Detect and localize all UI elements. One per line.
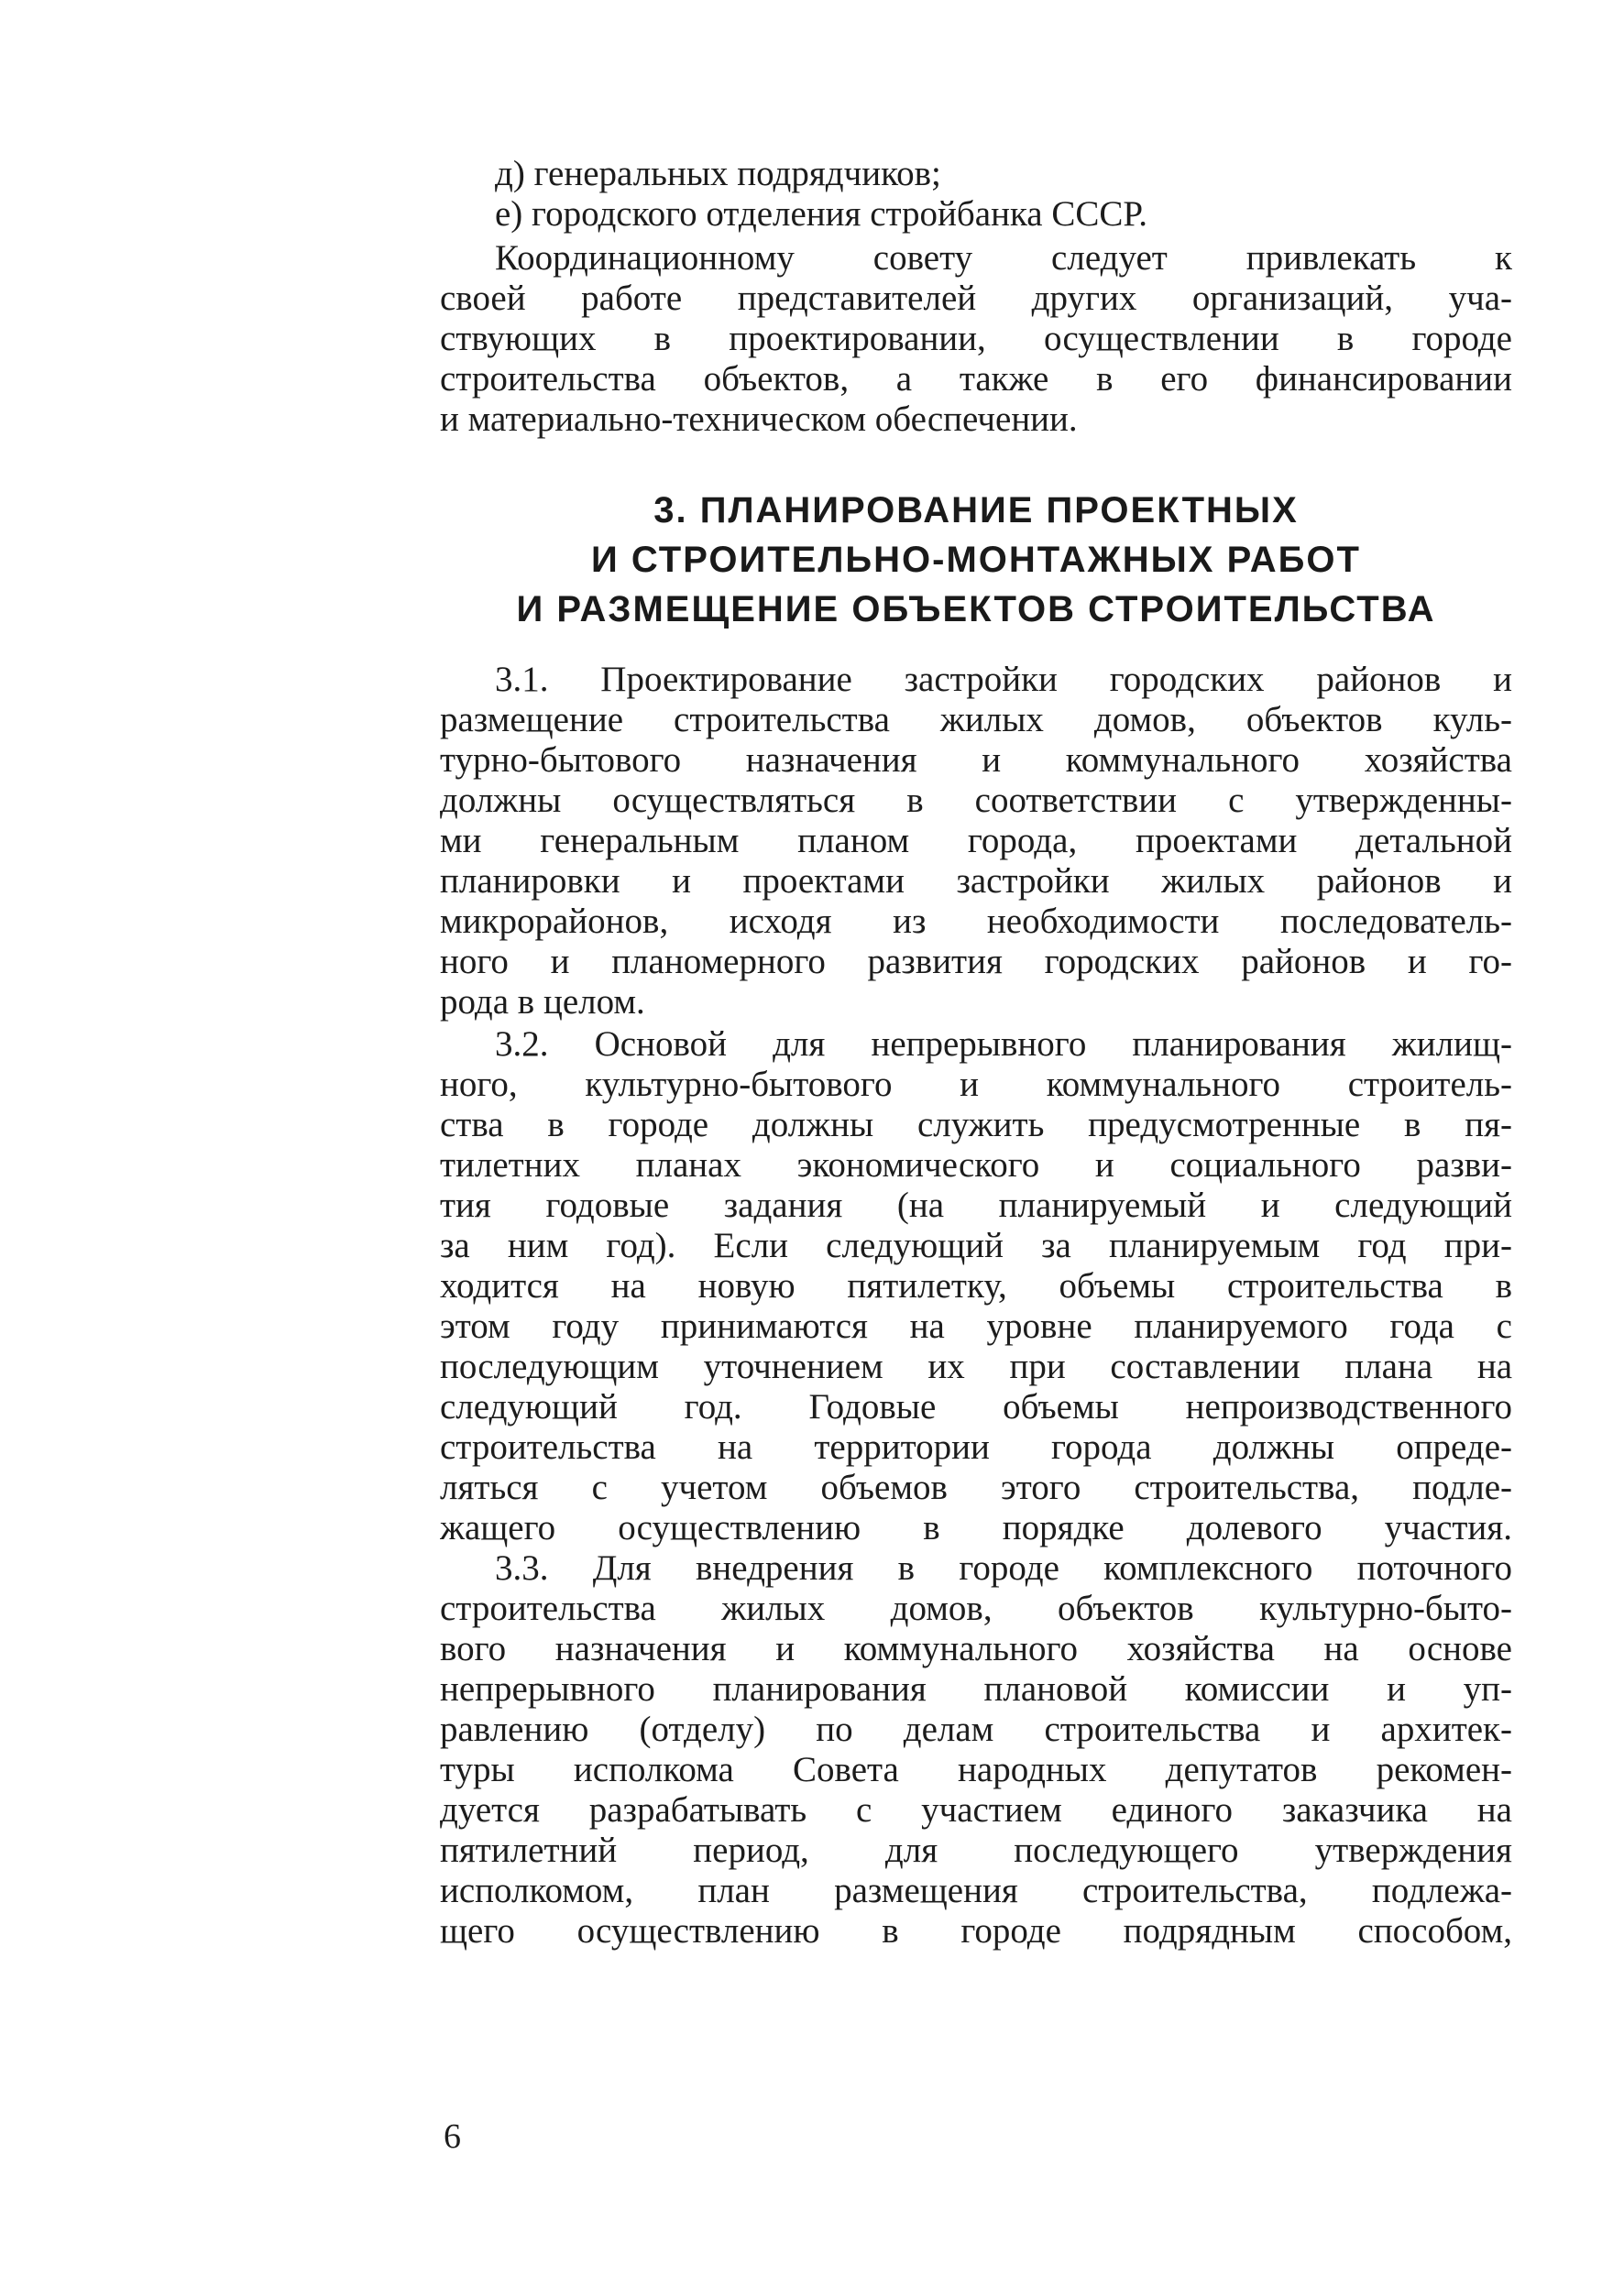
text-line: ми генеральным планом города, проектами детальной xyxy=(440,821,1512,860)
heading-line: И СТРОИТЕЛЬНО-МОНТАЖНЫХ РАБОТ xyxy=(591,540,1361,580)
text-line: 3.3. Для внедрения в городе комплексного поточного xyxy=(495,1548,1512,1588)
text-line: ного и планомерного развития городских районов и го- xyxy=(440,942,1512,981)
text-line: микрорайонов, исходя из необходимости последователь- xyxy=(440,902,1512,941)
paragraph-3-1 xyxy=(440,660,1512,1022)
text-line: равлению (отделу) по делам строительства и архитек- xyxy=(440,1710,1512,1749)
page-number: 6 xyxy=(444,2117,461,2156)
text-line: жащего осуществлению в порядке долевого участия. xyxy=(440,1508,1512,1547)
text-line: Координационному совету следует привлекать к xyxy=(495,238,1512,278)
text-line: ходится на новую пятилетку, объемы строительства в xyxy=(440,1266,1512,1306)
text-line: последующим уточнением их при составлении плана на xyxy=(440,1347,1512,1386)
paragraph-3-3 xyxy=(440,1548,1512,1952)
text-line: своей работе представителей других организаций, уча- xyxy=(440,279,1512,318)
text-line: 3.2. Основой для непрерывного планирования жилищ- xyxy=(495,1024,1512,1064)
text-line: тия годовые задания (на планируемый и следующий xyxy=(440,1186,1512,1225)
text-line: рода в целом. xyxy=(440,982,645,1022)
text-line: вого назначения и коммунального хозяйства на основе xyxy=(440,1629,1512,1668)
text-line: размещение строительства жилых домов, объектов куль- xyxy=(440,700,1512,739)
text-line: исполкомом, план размещения строительства, подлежа- xyxy=(440,1871,1512,1910)
text-line: щего осуществлению в городе подрядным способом, xyxy=(440,1911,1512,1951)
intro-paragraph xyxy=(440,238,1512,440)
text-line: ляться с учетом объемов этого строительства, подле- xyxy=(440,1468,1512,1507)
heading-line: И РАЗМЕЩЕНИЕ ОБЪЕКТОВ СТРОИТЕЛЬСТВА xyxy=(516,589,1436,629)
text-line: планировки и проектами застройки жилых районов и xyxy=(440,861,1512,901)
text-line: 3.1. Проектирование застройки городских районов и xyxy=(495,660,1512,699)
text-line: должны осуществляться в соответствии с утвержденны- xyxy=(440,781,1512,820)
text-line: пятилетний период, для последующего утверждения xyxy=(440,1831,1512,1870)
list-item-d: д) генеральных подрядчиков; xyxy=(495,154,941,193)
text-line: непрерывного планирования плановой комиссии и уп- xyxy=(440,1669,1512,1709)
paragraph-3-2 xyxy=(440,1024,1512,1548)
text-line: дуется разрабатывать с участием единого заказчика на xyxy=(440,1790,1512,1830)
heading-line: 3. ПЛАНИРОВАНИЕ ПРОЕКТНЫХ xyxy=(653,490,1299,530)
text-line: туры исполкома Совета народных депутатов рекомен- xyxy=(440,1750,1512,1789)
list-item-e: е) городского отделения стройбанка СССР. xyxy=(495,194,1147,234)
text-line: и материально-техническом обеспечении. xyxy=(440,399,1078,439)
text-line: ного, культурно-бытового и коммунального строитель- xyxy=(440,1065,1512,1104)
text-line: ствующих в проектировании, осуществлении в городе xyxy=(440,319,1512,358)
text-line: за ним год). Если следующий за планируемым год при- xyxy=(440,1226,1512,1265)
text-line: строительства на территории города должны опреде- xyxy=(440,1427,1512,1467)
text-line: строительства объектов, а также в его финансировании xyxy=(440,359,1512,399)
text-line: этом году принимаются на уровне планируемого года с xyxy=(440,1307,1512,1346)
text-line: следующий год. Годовые объемы непроизводственного xyxy=(440,1387,1512,1427)
section-heading xyxy=(440,486,1512,634)
text-line: тилетних планах экономического и социального разви- xyxy=(440,1145,1512,1185)
text-line: ства в городе должны служить предусмотренные в пя- xyxy=(440,1105,1512,1144)
text-line: строительства жилых домов, объектов культурно-быто- xyxy=(440,1589,1512,1628)
list-items xyxy=(440,154,1512,235)
text-line: турно-бытового назначения и коммунального хозяйства xyxy=(440,740,1512,780)
